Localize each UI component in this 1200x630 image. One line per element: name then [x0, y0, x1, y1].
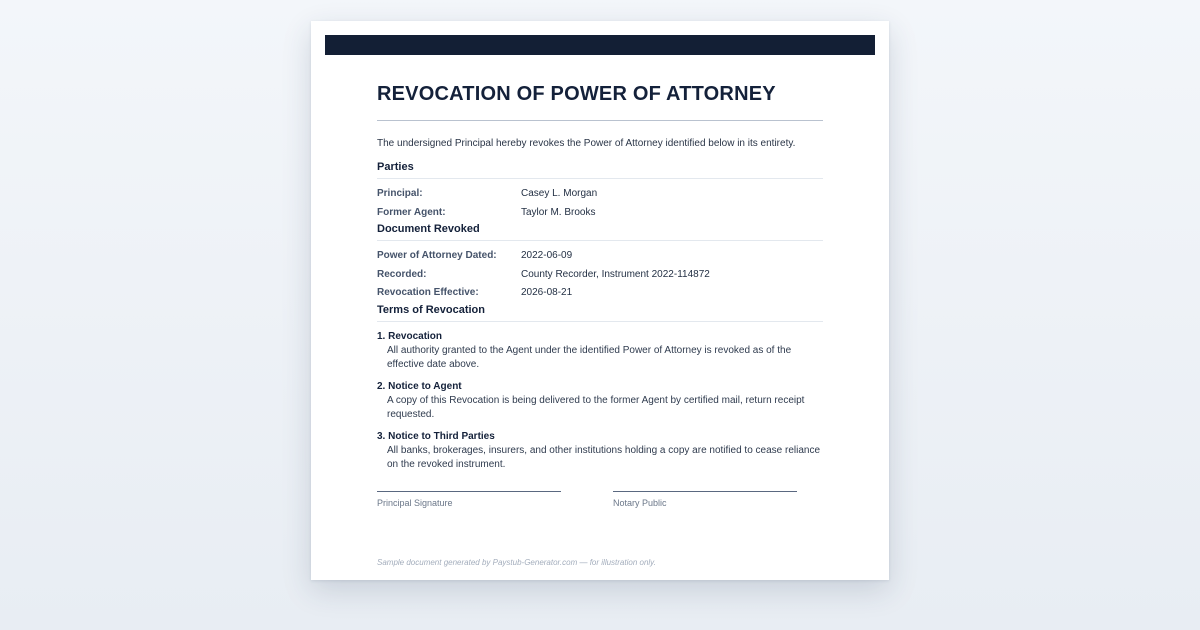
parties-list [377, 185, 823, 222]
field-value: Casey L. Morgan [521, 188, 598, 200]
title-divider [377, 120, 823, 121]
signature-line [613, 491, 797, 492]
footer-disclaimer: Sample document generated by Paystub-Generator.com — for illustration only. [377, 558, 656, 567]
term-item [377, 430, 823, 472]
field-label: Principal: [377, 188, 423, 200]
term-item [377, 330, 823, 372]
field-value: 2022-06-09 [521, 250, 573, 262]
intro-paragraph: The undersigned Principal hereby revokes the Power of Attorney identified below in its entirety. [377, 138, 796, 149]
term-body: A copy of this Revocation is being delivered to the former Agent by certified mail, return receipt requested. [387, 394, 805, 420]
document-page [311, 21, 889, 580]
term-item [377, 380, 823, 422]
field-label: Power of Attorney Dated: [377, 250, 497, 262]
section-heading-parties: Parties [377, 160, 823, 179]
term-body: All authority granted to the Agent under the identified Power of Attorney is revoked as of the effective date above. [387, 344, 792, 370]
field-label: Revocation Effective: [377, 287, 479, 299]
field-value: 2026-08-21 [521, 287, 573, 299]
field-label: Recorded: [377, 268, 427, 280]
terms-list [377, 330, 823, 472]
field-row-recorded [377, 266, 823, 285]
field-label: Former Agent: [377, 206, 446, 218]
signature-line [377, 491, 561, 492]
document-header-bar [325, 35, 875, 55]
notary-signature-block [613, 491, 797, 509]
field-value: Taylor M. Brooks [521, 206, 596, 218]
term-body: All banks, brokerages, insurers, and other institutions holding a copy are notified to cease reliance on the revoked instrument. [387, 444, 821, 470]
signature-label: Principal Signature [377, 498, 453, 508]
section-heading-terms: Terms of Revocation [377, 303, 823, 322]
term-title: 3. Notice to Third Parties [377, 430, 495, 442]
section-heading-document-revoked: Document Revoked [377, 222, 823, 241]
field-row-former-agent [377, 204, 823, 223]
signature-label: Notary Public [613, 498, 667, 508]
field-row-principal [377, 185, 823, 204]
document-title: REVOCATION OF POWER OF ATTORNEY [377, 83, 776, 105]
field-row-revocation-effective [377, 284, 823, 303]
principal-signature-block [377, 491, 561, 509]
term-title: 1. Revocation [377, 330, 443, 342]
term-title: 2. Notice to Agent [377, 380, 462, 392]
signature-area [377, 491, 823, 511]
field-row-poa-dated [377, 247, 823, 266]
revoked-list [377, 247, 823, 303]
field-value: County Recorder, Instrument 2022-114872 [521, 268, 710, 280]
document-body [377, 81, 823, 480]
